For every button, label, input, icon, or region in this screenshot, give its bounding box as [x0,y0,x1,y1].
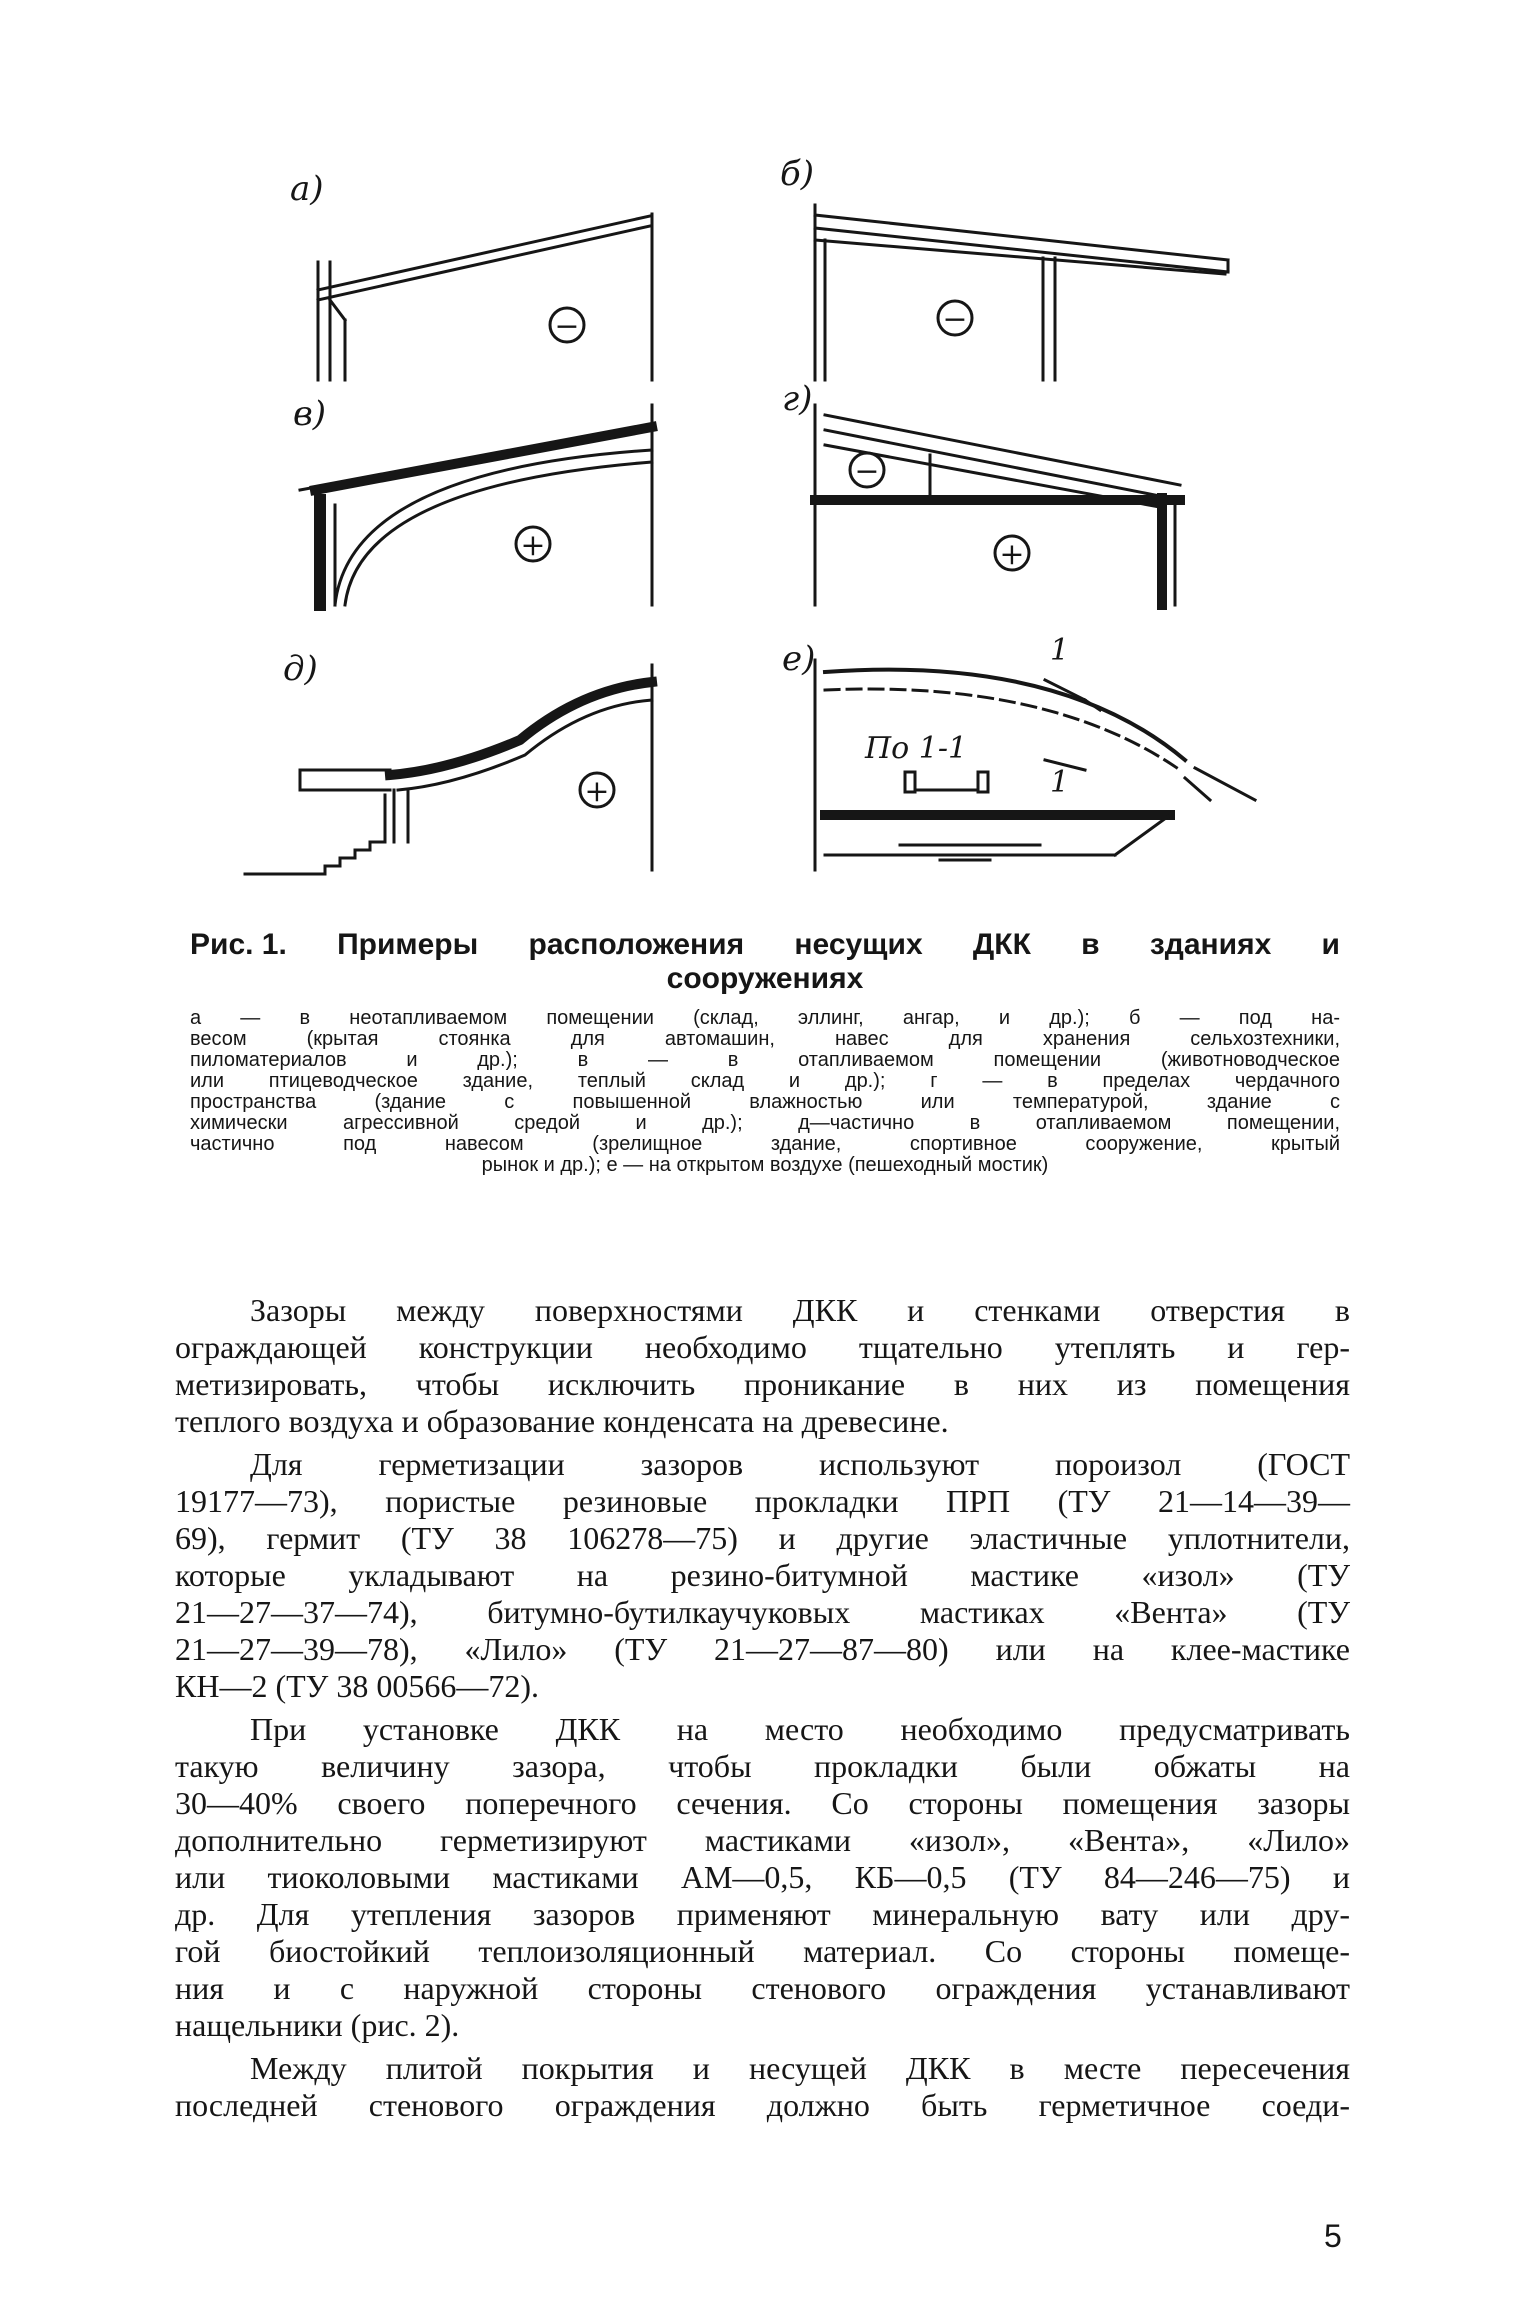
panel-label-a: а) [290,169,324,209]
panel-label-v: в) [293,394,327,434]
panel-d-partly-heated [245,665,652,874]
caption-word: несущих [794,928,923,961]
caption-title-line-2: сооружениях [666,962,864,995]
plus-glyph-v: + [520,528,546,563]
caption-word: зданиях [1149,928,1272,961]
text-line: Для герметизации зазоров используют пороизол (ГОСТ [250,1446,1350,1482]
plus-glyph-g: + [999,537,1025,572]
text-line: Зазоры между поверхностями ДКК и стенками отверстия в [250,1292,1350,1328]
minus-glyph-g: − [854,454,880,489]
text-line: 19177—73), пористые резиновые прокладки ПРП (ТУ 21—14—39— [175,1483,1350,1519]
caption-note-line: или птицеводческое здание, теплый склад и др.); г — в пределах чердачного [190,1070,1340,1092]
text-line: При установке ДКК на место необходимо предусматривать [250,1711,1350,1747]
caption-word: в [1081,928,1100,961]
text-line: гой биостойкий теплоизоляционный материал. Со стороны помеще- [175,1933,1350,1969]
panel-label-b: б) [780,154,815,194]
text-line: последней стенового ограждения должно быть герметичное соеди- [175,2087,1350,2123]
paragraph-2 [175,1446,1350,1705]
panel-v-heated-room [300,405,652,605]
text-line: такую величину зазора, чтобы прокладки были обжаты на [175,1748,1350,1784]
caption-word: расположения [528,928,745,961]
figure-caption-title [190,928,1340,996]
text-line: которые укладывают на резино-битумной мастике «изол» (ТУ [175,1557,1350,1593]
text-line: метизировать, чтобы исключить проникание в них из помещения [175,1366,1350,1402]
caption-note-line: весом (крытая стоянка для автомашин, навес для хранения сельхозтехники, [190,1028,1340,1050]
text-line: нащельники (рис. 2). [175,2007,460,2043]
panel-a-unheated-room [318,214,652,380]
text-line: др. Для утепления зазоров применяют минеральную вату или дру- [175,1896,1350,1932]
caption-note-line: частично под навесом (зрелищное здание, спортивное сооружение, крытый [190,1133,1340,1155]
page-number: 5 [1324,2218,1342,2254]
figure-1-diagrams [0,0,1535,900]
panel-label-d: д) [283,649,318,689]
minus-glyph-a: − [554,309,580,344]
caption-note-line: пространства (здание с повышенной влажностью или температурой, здание с [190,1091,1340,1113]
plus-glyph-d: + [584,774,610,809]
paragraph-1 [175,1292,1350,1440]
paragraph-4 [175,2050,1350,2124]
section-marker-top: 1 [1050,633,1070,668]
text-line: 21—27—37—74), битумно-бутилкаучуковых мастиках «Вента» (ТУ [175,1594,1350,1630]
body-text [175,1292,1350,2124]
caption-word: Примеры [337,928,479,961]
text-line: ния и с наружной стороны стенового ограждения устанавливают [175,1970,1350,2006]
text-line: Между плитой покрытия и несущей ДКК в месте пересечения [250,2050,1350,2086]
text-line: дополнительно герметизируют мастиками «изол», «Вента», «Лило» [175,1822,1350,1858]
caption-note-line: а — в неотапливаемом помещении (склад, эллинг, ангар, и др.); б — под на- [190,1007,1340,1029]
caption-note-line: пиломатериалов и др.); в — в отапливаемом помещении (животноводческое [190,1049,1340,1071]
section-marker-bottom: 1 [1050,765,1070,800]
figure-caption-note [190,1008,1340,1176]
panel-label-g: г) [782,379,813,419]
paragraph-3 [175,1711,1350,2044]
text-line: или тиоколовыми мастиками АМ—0,5, КБ—0,5 (ТУ 84—246—75) и [175,1859,1350,1895]
caption-word: Рис. 1. [190,928,287,961]
panel-g-attic-space [815,405,1180,605]
text-line: КН—2 (ТУ 38 00566—72). [175,1668,539,1704]
panel-label-e: е) [782,639,816,679]
panel-b-under-canopy [815,205,1228,380]
caption-note-line: рынок и др.); е — на открытом воздухе (пешеходный мостик) [481,1154,1049,1176]
text-line: 69), гермит (ТУ 38 106278—75) и другие эластичные уплотнители, [175,1520,1350,1556]
caption-word: ДКК [972,928,1031,961]
text-line: ограждающей конструкции необходимо тщательно утеплять и гер- [175,1329,1350,1365]
caption-word: и [1321,928,1340,961]
minus-glyph-b: − [942,302,968,337]
caption-note-line: химически агрессивной средой и др.); д—частично в отапливаемом помещении, [190,1112,1340,1134]
text-line: 21—27—39—78), «Лило» (ТУ 21—27—87—80) или на клее-мастике [175,1631,1350,1667]
text-line: 30—40% своего поперечного сечения. Со стороны помещения зазоры [175,1785,1350,1821]
text-line: теплого воздуха и образование конденсата на древесине. [175,1403,949,1439]
section-label: По 1-1 [865,731,968,766]
